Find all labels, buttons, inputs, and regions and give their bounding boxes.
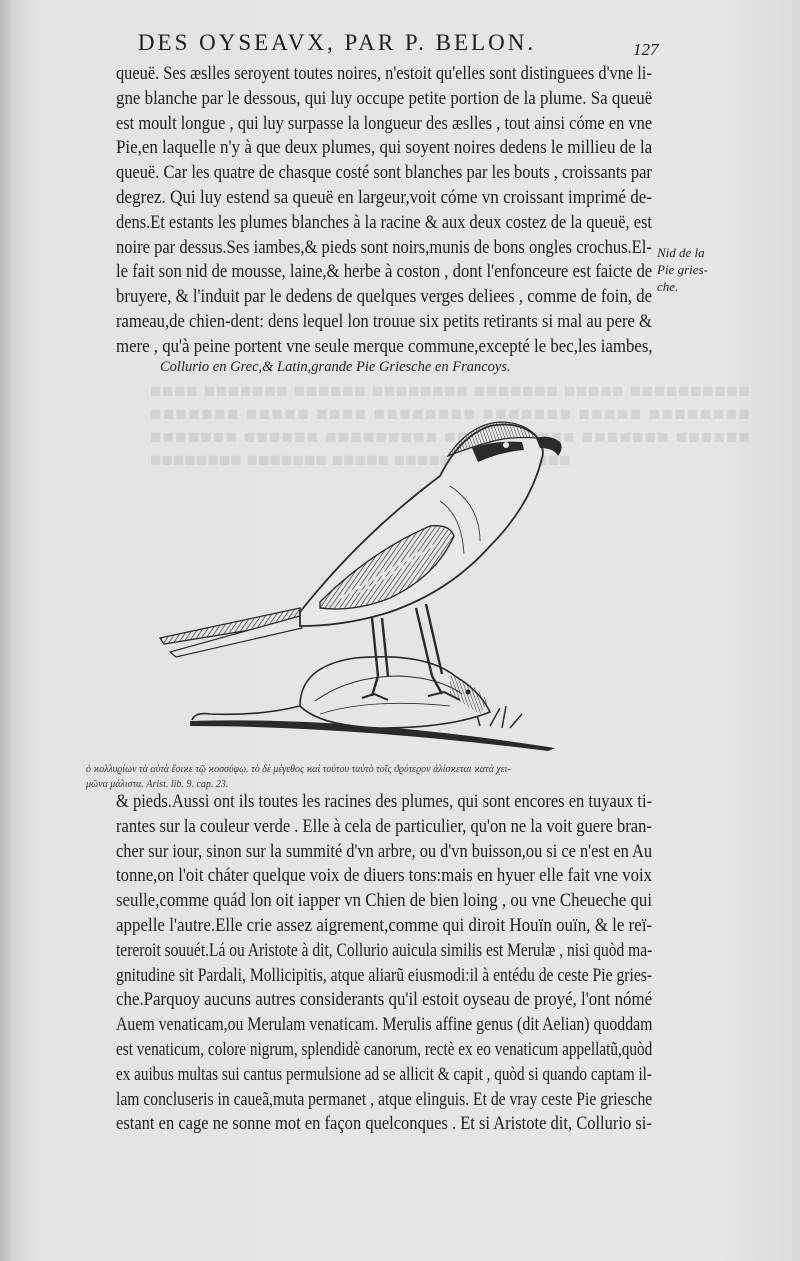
text-line: cher sur iour, sinon sur la summité d'vn arbre, ou d'vn buisson,ou si ce n'est en Au xyxy=(116,840,653,862)
text-line: rameau,de chien-dent: dens lequel lon trouue six petits retirants si mal au pere & xyxy=(116,310,653,332)
text-line: gnitudine sit Pardali, Mollicipitis, atque aliarũ eiusmodi:il à entédu de ceste Pie gries- xyxy=(116,964,653,986)
page-number: 127 xyxy=(633,40,659,59)
text-line: le fait son nid de mousse, laine,& herbe à coston , dont l'enfonceure est faicte de xyxy=(116,261,653,283)
text-line: rantes sur la couleur verde . Elle à cela de particulier, qu'on ne la voit guere bran- xyxy=(116,815,652,837)
text-line: est venaticum, colore nigrum, splendidè canorum, rectè ex eo venaticum appellatũ,quòd xyxy=(116,1038,653,1060)
text-line: Auem venaticam,ou Merulam venaticam. Merulis affine genus (dit Aelian) quoddam xyxy=(116,1014,653,1036)
running-title: DES OYSEAVX, PAR P. BELON. xyxy=(137,30,537,55)
text-line: Pie,en laquelle n'y à que deux plumes, qui soyent noires dedens le millieu de la xyxy=(116,137,653,159)
text-line: gne blanche par le dessous, qui luy occupe petite portion de la plume. Sa queuë xyxy=(116,87,653,109)
figure-caption: Collurio en Grec,& Latin,grande Pie Griesche en Francoys. xyxy=(160,359,511,375)
greek-line: μῶνα μάλιστα. Arist. lib. 9. cap. 23. xyxy=(86,779,229,790)
greek-citation xyxy=(86,762,646,792)
text-line: mere , qu'à peine portent vne seule merque commune,excepté le bec,les iambes, xyxy=(116,335,653,357)
shrike-woodcut-illustration xyxy=(150,376,570,756)
text-line: che.Parquoy aucuns autres considerants qu'il estoit oyseau de proyé, l'ont nómé xyxy=(116,989,653,1011)
text-line: queuë. Ses æslles seroyent toutes noires, n'estoit qu'elles sont distinguees d'vne li- xyxy=(116,63,652,84)
text-line: tonne,on l'oit cháter quelque voix de diuers tons:mais en hyuer elle fait vne voix xyxy=(116,865,652,887)
text-line: & pieds.Aussi ont ils toutes les racines des plumes, qui sont encores en tuyaux ti- xyxy=(116,791,653,812)
text-line: est moult longue , qui luy surpasse la longueur des æslles , tout ainsi cóme en vne xyxy=(116,112,653,134)
body-text-top xyxy=(116,62,652,360)
text-line: estant en cage ne sonne mot en façon quelconques . Et si Aristote dit, Collurio si- xyxy=(116,1113,652,1135)
text-line: lam concluseris in caueã,muta permanet , atque elinguis. Et de vray ceste Pie griesche xyxy=(116,1088,653,1110)
text-line: dens.Et estants les plumes blanches à la racine & aux deux costez de la queuë, est xyxy=(116,211,653,233)
margin-note-line: che. xyxy=(657,279,679,294)
text-line: ex auibus multas sui cantus permulsione ad se allicit & capit , quòd si quando captam il- xyxy=(116,1063,652,1085)
text-line: queuë. Car les quatre de chasque costé sont blanches par les bouts , croissants par xyxy=(116,162,652,184)
margin-note xyxy=(657,244,737,295)
greek-line: ὁ ϰολλυϱίων τὰ αὐτὰ ἔοιϰε τῷ ϰοσσύφῳ. τὸ δὲ μέγεθος ϰαὶ τούτου ταὐτὸ τοῖς ϑϱύτεϱον ἁλίσϰεται ϰατὰ χει- xyxy=(86,764,511,775)
text-line: degrez. Qui luy estend sa queuë en largeur,voit cóme vn croissant imprimé de- xyxy=(116,186,653,208)
text-line: appelle l'autre.Elle crie assez aigrement,comme qui diroit Houïn ouïn, & le reï- xyxy=(116,914,653,936)
text-line: noire par dessus.Ses iambes,& pieds sont noirs,munis de bons ongles crochus.El- xyxy=(116,236,652,258)
text-line: bruyere, & l'induit par le dedens de quelques verges deliees , comme de foin, de xyxy=(116,286,653,308)
body-text-bottom xyxy=(116,790,652,1137)
text-line: tereroit souuét.Lá ou Aristote à dit, Collurio auicula similis est Merulæ , nisi quòd ma- xyxy=(116,939,653,961)
text-line: seulle,comme quád lon oit iapper vn Chien de bien loing , ou vne Cheueche qui xyxy=(116,890,653,912)
margin-note-line: Nid de la xyxy=(657,245,705,260)
margin-note-line: Pie gries- xyxy=(657,262,708,277)
bleed-through-text: ■■■■ ■■■■■■■ ■■■■■■ ■■■■■■■■ ■■■■■■■ ■■■■■ ■■■■■■■■■■ ■■■■■■■ ■■■■■ ■■■■ ■■■■■■■■ ■■■■■■■ ■■■■■ ■■■■■■■■ ■■■■■■■ ■■■■■■ ■■■■■■■■■ ■■■■■ ■■■■■ ■■■■■■■ ■■■■■■ ■■■■■■■■ ■■■■■■■ ■■■■■ ■■■■■■■■ ■■■■■■■ xyxy=(150,381,750,471)
